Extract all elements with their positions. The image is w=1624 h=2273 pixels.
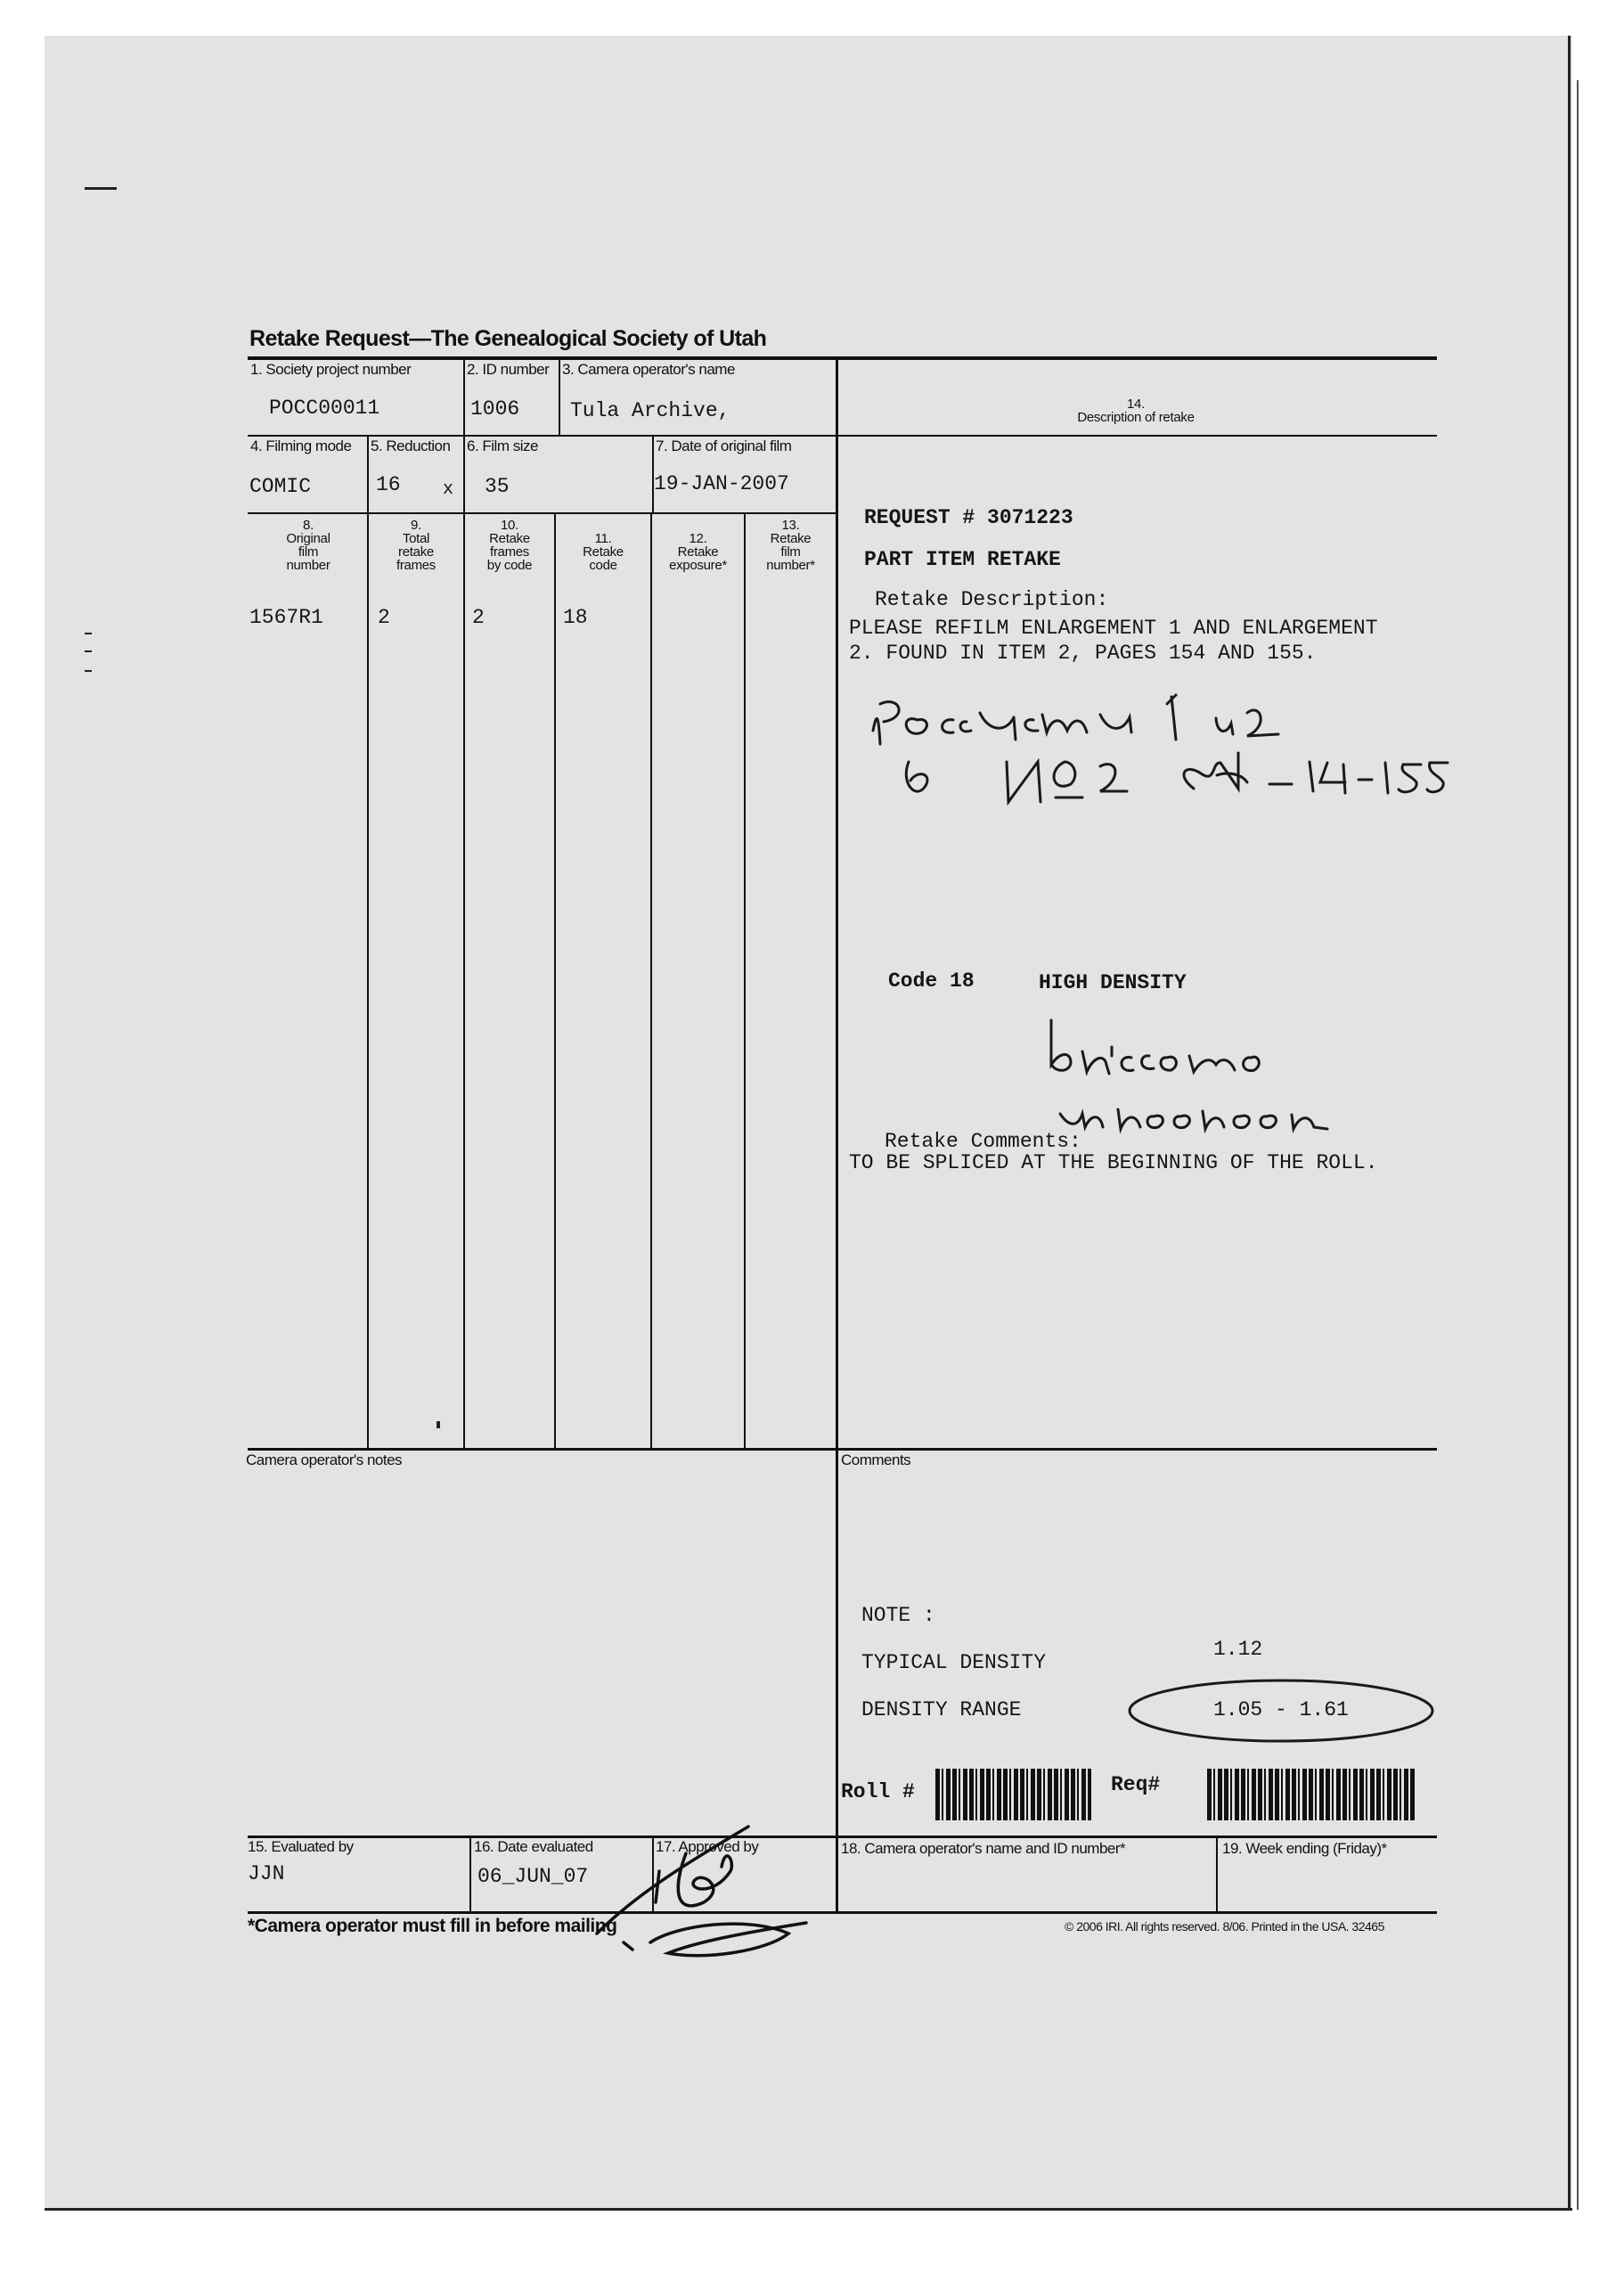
code-meaning: HIGH DENSITY	[1039, 971, 1187, 994]
copyright: © 2006 IRI. All rights reserved. 8/06. Printed in the USA. 32465	[1065, 1919, 1384, 1934]
density-range-circle	[1122, 1675, 1443, 1746]
date-original-label: 7. Date of original film	[656, 437, 792, 454]
paper-bottom-edge	[45, 2208, 1572, 2211]
handwritten-annotation-1	[864, 677, 1506, 820]
retake-description-line2: 2. FOUND IN ITEM 2, PAGES 154 AND 155.	[849, 642, 1317, 665]
req-barcode	[1207, 1769, 1416, 1820]
week-ending-label: 19. Week ending (Friday)*	[1222, 1840, 1387, 1857]
date-evaluated-label: 16. Date evaluated	[474, 1838, 593, 1855]
retake-film-number-header: 13. Retake film number*	[766, 518, 815, 573]
margin-mark	[85, 633, 92, 634]
paper-right-edge	[1568, 36, 1571, 2210]
retake-code-header: 11. Retake code	[583, 531, 624, 573]
reduction-value: 16	[376, 473, 401, 496]
req-label: Req#	[1111, 1773, 1161, 1796]
film-size-label: 6. Film size	[467, 437, 538, 454]
retake-description-line1: PLEASE REFILM ENLARGEMENT 1 AND ENLARGEMENT	[849, 617, 1378, 640]
pencil-tick	[437, 1421, 440, 1428]
operator-name-label: 3. Camera operator's name	[562, 361, 735, 378]
footnote: *Camera operator must fill in before mailing	[248, 1916, 617, 1936]
total-retake-frames-value: 2	[378, 606, 390, 629]
typical-density-label: TYPICAL DENSITY	[861, 1651, 1047, 1674]
original-film-number-header: 8. Original film number	[286, 518, 331, 573]
original-film-number-value: 1567R1	[249, 606, 323, 629]
retake-code-value: 18	[563, 606, 588, 629]
code-label: Code 18	[888, 969, 975, 993]
date-original-value: 19-JAN-2007	[654, 472, 789, 495]
paper-right-edge-2	[1577, 80, 1579, 2210]
retake-frames-by-code-header: 10. Retake frames by code	[486, 518, 533, 573]
project-number-label: 1. Society project number	[250, 361, 412, 378]
margin-mark	[85, 650, 92, 652]
reduction-x: x	[443, 479, 454, 500]
handwritten-annotation-2	[1033, 1002, 1408, 1154]
evaluated-by-value: JJN	[248, 1862, 285, 1885]
roll-barcode	[935, 1769, 1091, 1820]
form-title: Retake Request—The Genealogical Society of Utah	[249, 326, 767, 351]
project-number-value: POCC00011	[269, 397, 380, 420]
id-number-label: 2. ID number	[467, 361, 550, 378]
filming-mode-label: 4. Filming mode	[250, 437, 352, 454]
retake-comments-text: TO BE SPLICED AT THE BEGINNING OF THE ROLL.	[849, 1151, 1378, 1174]
roll-label: Roll #	[841, 1780, 915, 1803]
id-number-value: 1006	[470, 397, 520, 421]
request-number: REQUEST # 3071223	[864, 506, 1073, 529]
retake-frames-by-code-value: 2	[472, 606, 485, 629]
retake-exposure-header: 12. Retake exposure*	[669, 531, 727, 573]
operator-name-value: Tula Archive,	[570, 399, 730, 422]
margin-mark	[85, 670, 92, 672]
retake-comments-label: Retake Comments:	[885, 1130, 1081, 1153]
evaluated-by-label: 15. Evaluated by	[248, 1838, 354, 1855]
density-range-label: DENSITY RANGE	[861, 1698, 1022, 1721]
reduction-label: 5. Reduction	[371, 437, 451, 454]
operator-notes-label: Camera operator's notes	[246, 1451, 403, 1468]
approval-signature	[570, 1818, 837, 1978]
operator-name-id-label: 18. Camera operator's name and ID number*	[841, 1840, 1126, 1857]
comments-label: Comments	[841, 1451, 911, 1468]
approved-by-label: 17. Approved by	[656, 1838, 759, 1855]
typical-density-value: 1.12	[1213, 1638, 1263, 1661]
total-retake-frames-header: 9. Total retake frames	[396, 518, 437, 573]
date-evaluated-value: 06_JUN_07	[477, 1865, 589, 1888]
filming-mode-value: COMIC	[249, 475, 312, 498]
description-of-retake-header: 14. Description of retake	[1077, 397, 1195, 425]
density-range-value: 1.05 - 1.61	[1213, 1698, 1349, 1721]
margin-mark	[85, 187, 117, 190]
film-size-value: 35	[485, 475, 510, 498]
retake-description-label: Retake Description:	[875, 588, 1109, 611]
note-label: NOTE :	[861, 1604, 935, 1627]
part-item-retake: PART ITEM RETAKE	[864, 548, 1061, 571]
